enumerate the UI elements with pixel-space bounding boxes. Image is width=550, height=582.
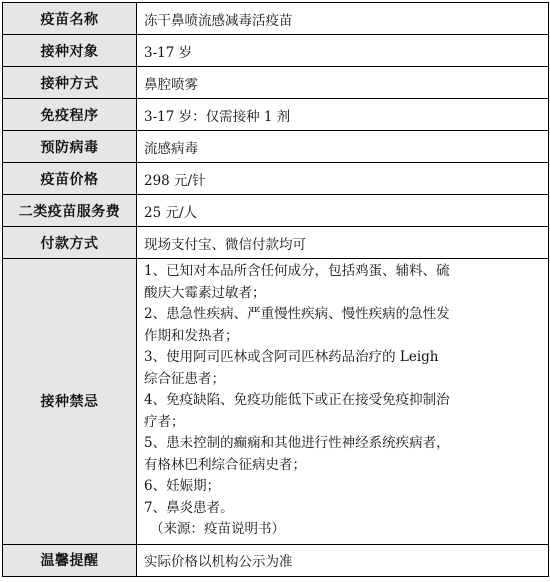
row-reminder <box>3 544 549 576</box>
contraindication-line: 3、使用阿司匹林或含阿司匹林药品治疗的 Leigh <box>144 349 439 365</box>
row-label: 免疫程序 <box>3 99 137 131</box>
row-value: 现场支付宝、微信付款均可 <box>137 227 549 259</box>
row-label: 温馨提醒 <box>3 544 137 576</box>
row-label: 二类疫苗服务费 <box>3 195 137 227</box>
contraindication-line: 有格林巴利综合征病史者； <box>144 456 306 473</box>
row-label: 疫苗价格 <box>3 163 137 195</box>
row-target-group <box>3 35 549 67</box>
row-value: 25 元/人 <box>137 195 549 227</box>
row-value: 3-17 岁 <box>137 35 549 67</box>
contraindication-line: 酸庆大霉素过敏者； <box>144 284 266 301</box>
row-value: 鼻腔喷雾 <box>137 67 549 99</box>
row-value: 298 元/针 <box>137 163 549 195</box>
row-payment-method <box>3 227 549 259</box>
vaccine-info-table <box>2 2 549 577</box>
contraindication-line: 1、已知对本品所含任何成分，包括鸡蛋、辅料、硫 <box>144 263 450 279</box>
row-contraindications <box>3 259 549 545</box>
row-label: 接种禁忌 <box>3 259 137 545</box>
row-vaccine-price <box>3 163 549 195</box>
contraindication-line: 综合征患者； <box>144 370 225 387</box>
contraindication-line: 6、妊娠期； <box>144 478 221 494</box>
row-service-fee <box>3 195 549 227</box>
row-label: 付款方式 <box>3 227 137 259</box>
contraindication-line: 作期和发热者； <box>144 327 239 344</box>
contraindication-line: 5、患未控制的癫痫和其他进行性神经系统疾病者， <box>144 435 450 451</box>
contraindication-line: 2、患急性疾病、严重慢性疾病、慢性疾病的急性发 <box>144 306 450 322</box>
row-value: 3-17 岁：仅需接种 1 剂 <box>137 99 549 131</box>
row-administration-method <box>3 67 549 99</box>
row-immunization-schedule <box>3 99 549 131</box>
contraindication-line: 疗者； <box>144 413 185 430</box>
row-label: 预防病毒 <box>3 131 137 163</box>
row-label: 接种对象 <box>3 35 137 67</box>
contraindication-line: 7、鼻炎患者。 <box>144 499 234 516</box>
row-label: 疫苗名称 <box>3 3 137 35</box>
row-value: 流感病毒 <box>137 131 549 163</box>
contraindications-list <box>137 259 549 545</box>
contraindication-source: （来源：疫苗说明书） <box>150 521 285 537</box>
row-value: 冻干鼻喷流感减毒活疫苗 <box>137 3 549 35</box>
row-value: 实际价格以机构公示为准 <box>137 544 549 576</box>
row-vaccine-name <box>3 3 549 35</box>
contraindication-line: 4、免疫缺陷、免疫功能低下或正在接受免疫抑制治 <box>144 392 450 408</box>
row-prevented-virus <box>3 131 549 163</box>
row-label: 接种方式 <box>3 67 137 99</box>
